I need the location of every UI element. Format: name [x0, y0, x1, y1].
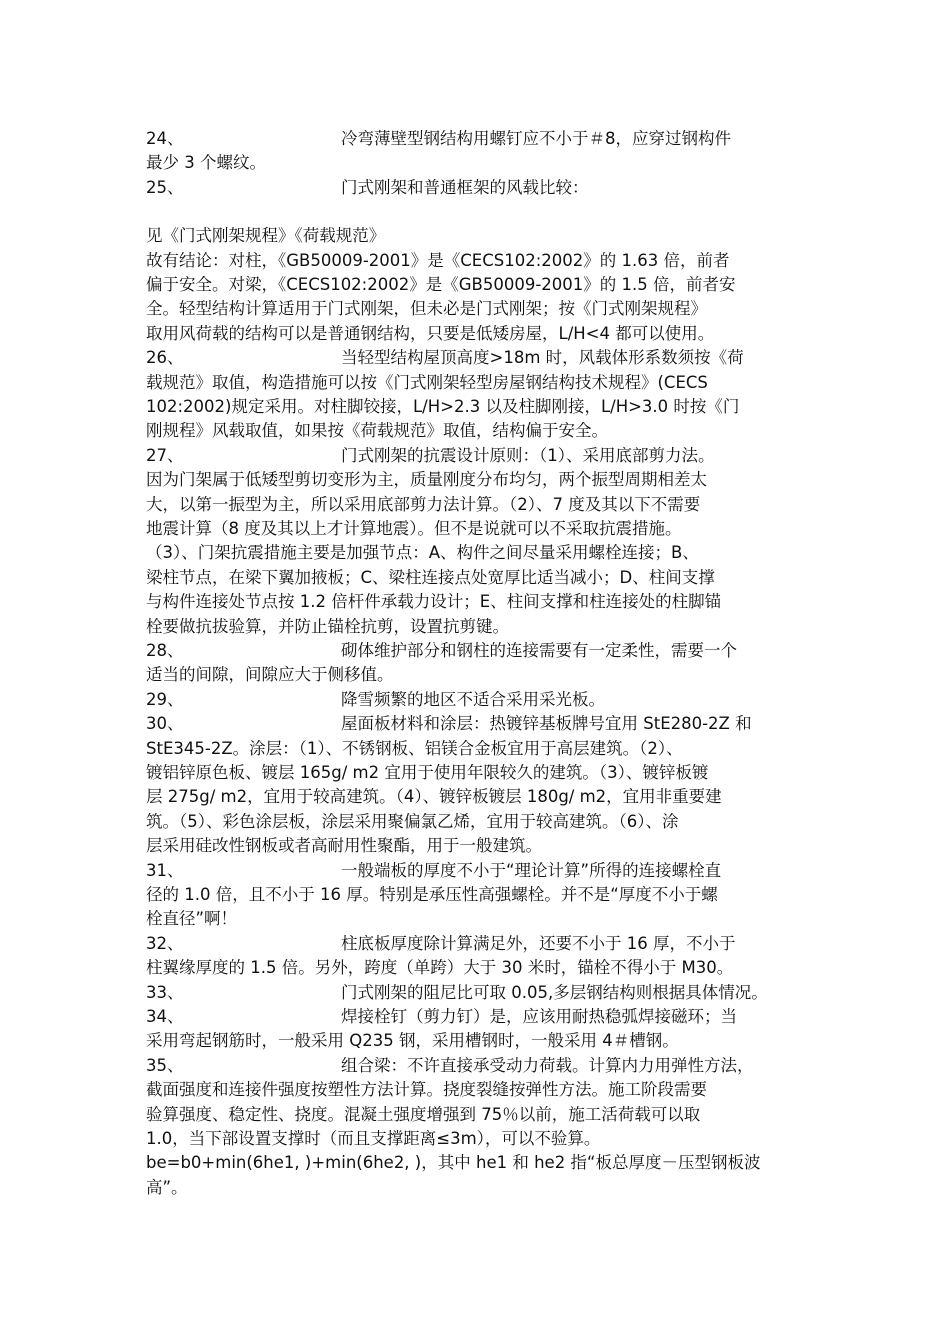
item-number: 33、 [146, 982, 184, 1002]
text-line [146, 223, 826, 248]
item-number: 35、 [146, 1055, 184, 1075]
paragraph-text: 层 275g/ m2，宜用于较高建筑。（4）、镀锌板镀层 180g/ m2，宜用非重要建 [146, 787, 722, 807]
paragraph-text: 适当的间隙，间隙应大于侧移值。 [146, 665, 394, 685]
item-text: 当轻型结构屋顶高度>18m 时，风载体形系数须按《荷 [341, 348, 744, 368]
text-line [146, 467, 826, 492]
item-text: 焊接栓钉（剪力钉）是，应该用耐热稳弧焊接磁环；当 [341, 1007, 737, 1026]
item-text: 门式刚架的抗震设计原则：（1）、采用底部剪力法。 [341, 445, 715, 465]
item-text: 组合梁：不许直接承受动力荷载。计算内力用弹性方法， [341, 1055, 754, 1075]
item-text: 屋面板材料和涂层：热镀锌基板牌号宜用 StE280-2Z 和 [341, 714, 752, 734]
text-line [146, 565, 826, 590]
paragraph-text: 大，以第一振型为主，所以采用底部剪力法计算。（2）、7 度及其以下不需要 [146, 494, 701, 514]
numbered-item-line [146, 711, 826, 736]
paragraph-text: 102:2002)规定采用。对柱脚铰接，L/H>2.3 以及柱脚刚接，L/H>3.0 时按《门 [146, 397, 740, 416]
paragraph-text: 筑。（5）、彩色涂层板，涂层采用聚偏氯乙烯，宜用于较高建筑。（6）、涂 [146, 811, 679, 831]
item-number: 31、 [146, 860, 184, 880]
numbered-item-line [146, 443, 826, 468]
text-line [146, 1102, 826, 1127]
item-number: 27、 [146, 445, 184, 465]
paragraph-text: 镀铝锌原色板、镀层 165g/ m2 宜用于使用年限较久的建筑。（3）、镀锌板镀 [146, 763, 709, 782]
text-line [146, 150, 826, 175]
text-line [146, 1126, 826, 1151]
text-line [146, 955, 826, 980]
numbered-item-line [146, 638, 826, 663]
text-line [146, 272, 826, 297]
paragraph-text: 截面强度和连接件强度按塑性方法计算。挠度裂缝按弹性方法。施工阶段需要 [146, 1080, 707, 1100]
paragraph-text: 梁柱节点，在梁下翼加掖板；C、梁柱连接点处宽厚比适当减小；D、柱间支撑 [146, 567, 715, 587]
numbered-item-line [146, 687, 826, 712]
item-number: 25、 [146, 177, 184, 197]
paragraph-text: 与构件连接处节点按 1.2 倍杆件承载力设计；E、柱间支撑和柱连接处的柱脚锚 [146, 592, 722, 612]
item-number: 32、 [146, 933, 184, 953]
text-line [146, 614, 826, 639]
paragraph-text: 最少 3 个螺纹。 [146, 153, 266, 173]
paragraph-text: 载规范》取值，构造措施可以按《门式刚架轻型房屋钢结构技术规程》(CECS [146, 372, 708, 392]
paragraph-text: 高”。 [146, 1177, 188, 1197]
item-text: 门式刚架的阻尼比可取 0.05,多层钢结构则根据具体情况。 [341, 982, 768, 1002]
paragraph-text: 取用风荷载的结构可以是普通钢结构，只要是低矮房屋，L/H<4 都可以使用。 [146, 323, 715, 343]
numbered-item-line [146, 1004, 826, 1029]
paragraph-text: 地震计算（8 度及其以上才计算地震）。但不是说就可以不采取抗震措施。 [146, 519, 682, 538]
paragraph-text: be=b0+min(6he1, )+min(6he2, )，其中 he1 和 he2 指“板总厚度－压型钢板波 [146, 1153, 761, 1173]
paragraph-text: 全。轻型结构计算适用于门式刚架，但未必是门式刚架；按《门式刚架规程》 [146, 299, 707, 319]
numbered-item-line [146, 858, 826, 883]
text-line [146, 833, 826, 858]
text-line [146, 248, 826, 273]
item-number: 30、 [146, 714, 184, 734]
item-number: 34、 [146, 1007, 184, 1026]
text-line [146, 662, 826, 687]
text-line [146, 809, 826, 834]
text-line [146, 394, 826, 419]
item-number: 24、 [146, 129, 184, 148]
numbered-item-line [146, 1053, 826, 1078]
paragraph-text: 因为门架属于低矮型剪切变形为主，质量刚度分布均匀，两个振型周期相差太 [146, 470, 707, 490]
paragraph-text: 采用弯起钢筋时，一般采用 Q235 钢，采用槽钢时，一般采用 4＃槽钢。 [146, 1031, 679, 1051]
paragraph-text: （3）、门架抗震措施主要是加强节点：A、构件之间尽量采用螺栓连接；B、 [146, 543, 699, 563]
text-line [146, 492, 826, 517]
paragraph-text: 刚规程》风载取值，如果按《荷载规范》取值，结构偏于安全。 [146, 421, 608, 441]
item-text: 柱底板厚度除计算满足外，还要不小于 16 厚，不小于 [341, 933, 736, 953]
paragraph-text: 层采用硅改性钢板或者高耐用性聚酯，用于一般建筑。 [146, 836, 542, 856]
text-line [146, 516, 826, 541]
text-line [146, 1150, 826, 1175]
text-line [146, 882, 826, 907]
paragraph-text: 栓直径”啊！ [146, 909, 238, 929]
paragraph-text: 验算强度、稳定性、挠度。混凝土强度增强到 75％以前，施工活荷载可以取 [146, 1104, 701, 1124]
paragraph-text: 故有结论：对柱，《GB50009-2001》是《CECS102:2002》的 1.63 倍，前者 [146, 250, 730, 270]
text-line [146, 540, 826, 565]
paragraph-text: 偏于安全。对梁，《CECS102:2002》是《GB50009-2001》的 1.5 倍，前者安 [146, 275, 736, 294]
text-line [146, 1028, 826, 1053]
numbered-item-line [146, 126, 826, 151]
item-number: 26、 [146, 348, 184, 368]
text-line [146, 370, 826, 395]
text-line [146, 296, 826, 321]
numbered-item-line [146, 980, 826, 1005]
item-text: 降雪频繁的地区不适合采用采光板。 [341, 689, 605, 709]
text-line [146, 760, 826, 785]
paragraph-text: 见《门式刚架规程》《荷载规范》 [146, 226, 386, 246]
numbered-item-line [146, 175, 826, 200]
text-line [146, 589, 826, 614]
text-line [146, 418, 826, 443]
item-text: 砌体维护部分和钢柱的连接需要有一定柔性，需要一个 [341, 641, 737, 660]
text-line [146, 1077, 826, 1102]
paragraph-text: 柱翼缘厚度的 1.5 倍。另外，跨度（单跨）大于 30 米时，锚栓不得小于 M30。 [146, 958, 734, 978]
paragraph-text: 1.0，当下部设置支撑时（而且支撑距离≤3m），可以不验算。 [146, 1129, 601, 1148]
text-line [146, 321, 826, 346]
paragraph-text: StE345-2Z。涂层：（1）、不锈钢板、铝镁合金板宜用于高层建筑。（2）、 [146, 738, 683, 758]
numbered-item-line [146, 931, 826, 956]
item-text: 冷弯薄壁型钢结构用螺钉应不小于＃8，应穿过钢构件 [341, 129, 731, 148]
text-line [146, 736, 826, 761]
item-number: 28、 [146, 641, 184, 660]
item-number: 29、 [146, 689, 184, 709]
paragraph-text: 栓要做抗拔验算，并防止锚栓抗剪，设置抗剪键。 [146, 616, 509, 636]
text-line [146, 1175, 826, 1200]
text-line [146, 784, 826, 809]
paragraph-text: 径的 1.0 倍，且不小于 16 厚。特别是承压性高强螺栓。并不是“厚度不小于螺 [146, 885, 718, 904]
item-text: 门式刚架和普通框架的风载比较： [341, 177, 589, 197]
text-line [146, 906, 826, 931]
numbered-item-line [146, 345, 826, 370]
item-text: 一般端板的厚度不小于“理论计算”所得的连接螺栓直 [341, 860, 722, 880]
